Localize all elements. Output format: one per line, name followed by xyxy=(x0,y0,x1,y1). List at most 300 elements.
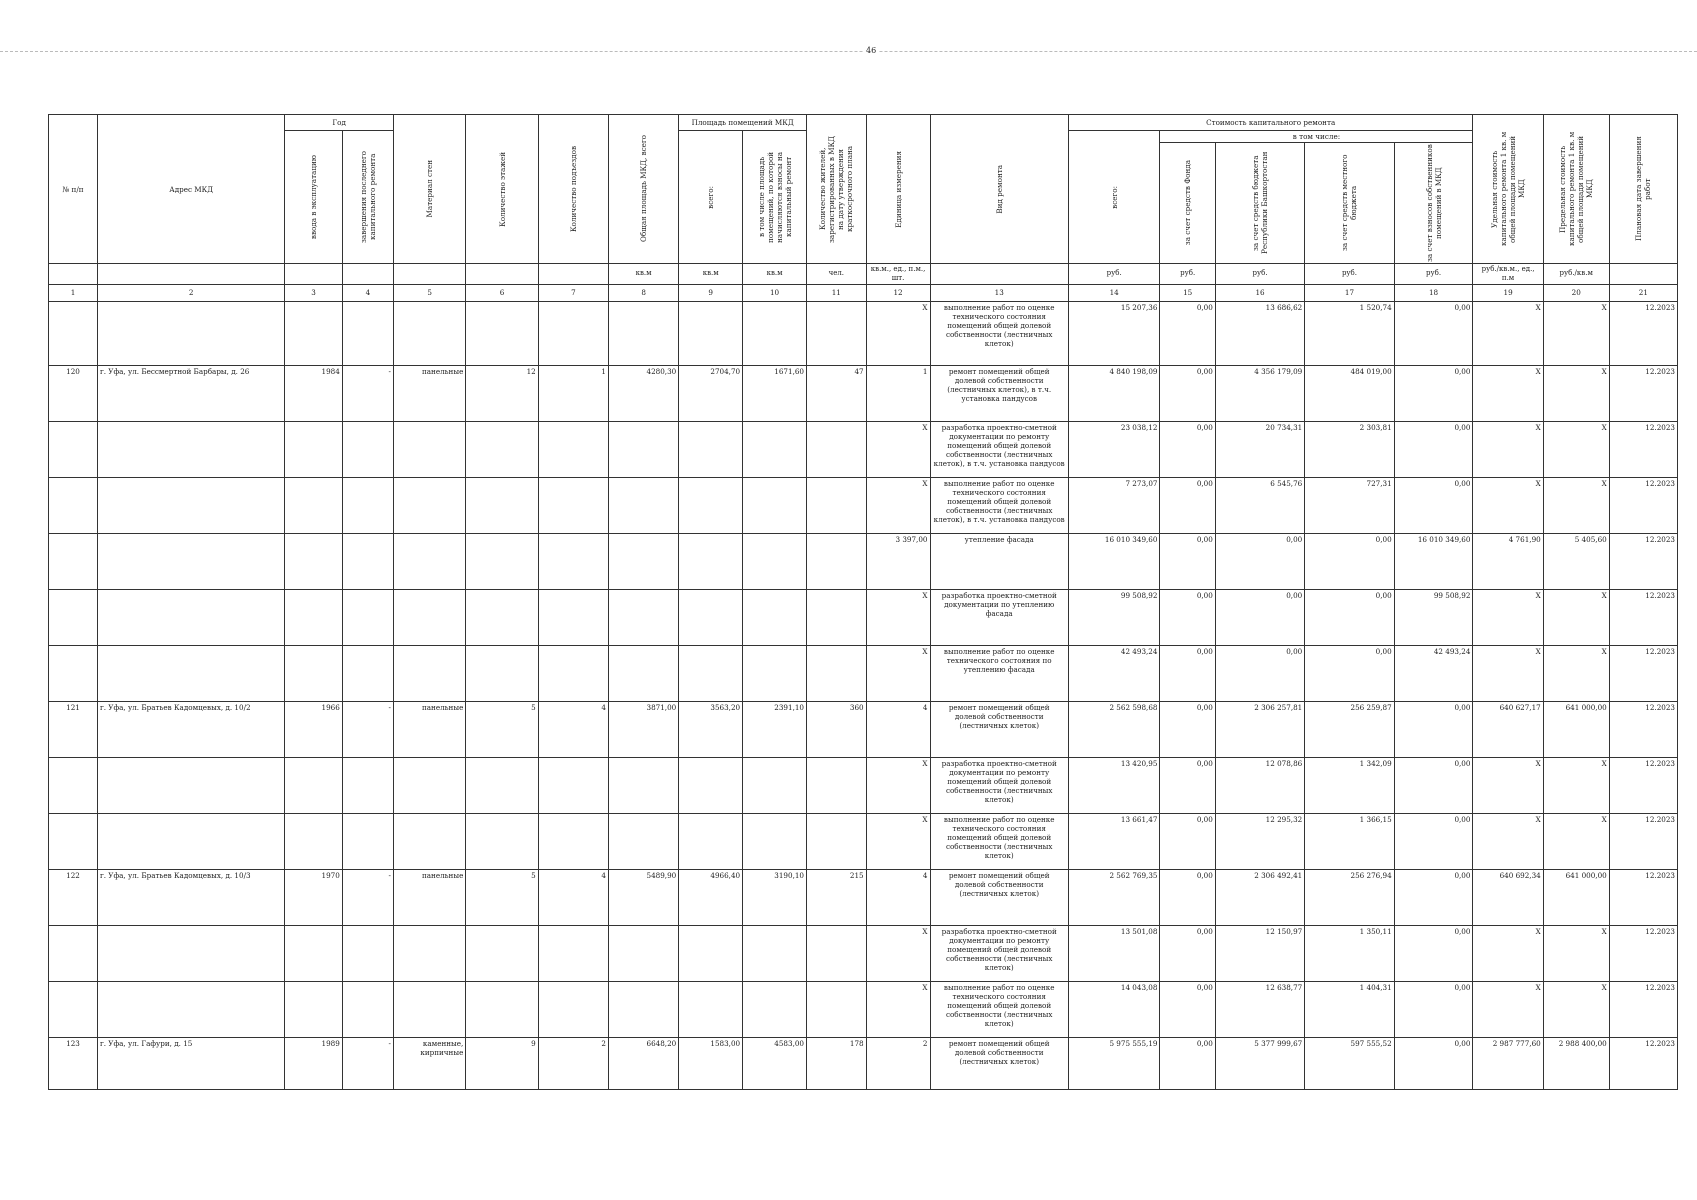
header-total-area: Общая площадь МКД, всего xyxy=(608,115,678,264)
table-row xyxy=(49,477,1678,533)
column-number-cell: 2 xyxy=(97,284,284,301)
cell-work: разработка проектно-сметной документации по утеплению фасада xyxy=(930,589,1068,645)
table-row xyxy=(49,981,1678,1037)
column-number-cell: 21 xyxy=(1609,284,1677,301)
cell-unit-cost: X xyxy=(1473,301,1543,365)
table-row xyxy=(49,533,1678,589)
cell-num xyxy=(49,477,98,533)
cell-num: 122 xyxy=(49,869,98,925)
cell-max-cost: X xyxy=(1543,589,1609,645)
cell-material xyxy=(393,925,465,981)
cell-prem-contrib xyxy=(743,981,807,1037)
cell-unit-cost: 2 987 777,60 xyxy=(1473,1037,1543,1089)
cell-total: 15 207,36 xyxy=(1068,301,1160,365)
cell-residents xyxy=(807,925,867,981)
unit-cell xyxy=(342,264,393,285)
cell-floors: 5 xyxy=(466,701,538,757)
cell-year1: 1989 xyxy=(285,1037,342,1089)
cell-local: 256 276,94 xyxy=(1305,869,1394,925)
cell-unit-cost: X xyxy=(1473,645,1543,701)
cell-deadline: 12.2023 xyxy=(1609,1037,1677,1089)
cell-local: 1 350,11 xyxy=(1305,925,1394,981)
cell-material: панельные xyxy=(393,701,465,757)
cell-republic: 0,00 xyxy=(1215,589,1304,645)
header-unit-cost: Удельная стоимость капитального ремонта 1 кв. м общей площади помещений МКД xyxy=(1473,115,1543,264)
column-number-cell: 7 xyxy=(538,284,608,301)
cell-material xyxy=(393,757,465,813)
cell-floors xyxy=(466,301,538,365)
cell-num xyxy=(49,589,98,645)
cell-work: ремонт помещений общей долевой собственности (лестничных клеток) xyxy=(930,701,1068,757)
cell-material xyxy=(393,301,465,365)
cell-entrances xyxy=(538,589,608,645)
table-body xyxy=(49,301,1678,1089)
cell-republic: 12 638,77 xyxy=(1215,981,1304,1037)
cell-residents: 215 xyxy=(807,869,867,925)
cell-total: 23 038,12 xyxy=(1068,421,1160,477)
cell-area xyxy=(608,421,678,477)
cell-residents xyxy=(807,533,867,589)
cell-owners: 0,00 xyxy=(1394,813,1473,869)
header-premises-contrib: в том числе площадь помещений, по которой начисляются взносы на капитальный ремонт xyxy=(743,131,807,264)
cell-work: разработка проектно-сметной документации по ремонту помещений общей долевой собственности (лестничных клеток), в т.ч. установка пандусов xyxy=(930,421,1068,477)
cell-address xyxy=(97,533,284,589)
cell-floors xyxy=(466,421,538,477)
cell-prem-contrib xyxy=(743,813,807,869)
cell-year2 xyxy=(342,589,393,645)
cell-entrances: 4 xyxy=(538,701,608,757)
cell-republic: 5 377 999,67 xyxy=(1215,1037,1304,1089)
cell-year1 xyxy=(285,981,342,1037)
column-number-cell: 17 xyxy=(1305,284,1394,301)
cell-total: 2 562 769,35 xyxy=(1068,869,1160,925)
unit-cell: руб. xyxy=(1215,264,1304,285)
cell-unit: X xyxy=(866,301,930,365)
cell-prem-contrib: 2391,10 xyxy=(743,701,807,757)
cell-area xyxy=(608,301,678,365)
table-row xyxy=(49,813,1678,869)
cell-year2: - xyxy=(342,701,393,757)
table-header xyxy=(49,115,1678,302)
cell-max-cost: 641 000,00 xyxy=(1543,701,1609,757)
cell-prem-contrib xyxy=(743,477,807,533)
cell-total: 42 493,24 xyxy=(1068,645,1160,701)
cell-floors xyxy=(466,925,538,981)
cell-residents xyxy=(807,477,867,533)
cell-entrances: 2 xyxy=(538,1037,608,1089)
column-number-cell: 9 xyxy=(679,284,743,301)
cell-fund: 0,00 xyxy=(1160,589,1215,645)
cell-year1 xyxy=(285,421,342,477)
units-row xyxy=(49,264,1678,285)
cell-entrances xyxy=(538,301,608,365)
header-address: Адрес МКД xyxy=(97,115,284,264)
cell-address xyxy=(97,301,284,365)
cell-deadline: 12.2023 xyxy=(1609,589,1677,645)
cell-unit-cost: X xyxy=(1473,981,1543,1037)
cell-floors: 9 xyxy=(466,1037,538,1089)
unit-cell: руб. xyxy=(1305,264,1394,285)
cell-prem-total xyxy=(679,757,743,813)
cell-address xyxy=(97,813,284,869)
cell-unit-cost: X xyxy=(1473,421,1543,477)
cell-prem-total xyxy=(679,533,743,589)
cell-deadline: 12.2023 xyxy=(1609,981,1677,1037)
cell-max-cost: 641 000,00 xyxy=(1543,869,1609,925)
cell-fund: 0,00 xyxy=(1160,925,1215,981)
unit-cell: кв.м xyxy=(608,264,678,285)
cell-republic: 12 078,86 xyxy=(1215,757,1304,813)
cell-total: 13 420,95 xyxy=(1068,757,1160,813)
table-row xyxy=(49,301,1678,365)
cell-deadline: 12.2023 xyxy=(1609,869,1677,925)
cell-owners: 0,00 xyxy=(1394,365,1473,421)
header-num: № п/п xyxy=(49,115,98,264)
unit-cell: руб./кв.м., ед., п.м xyxy=(1473,264,1543,285)
cell-total: 5 975 555,19 xyxy=(1068,1037,1160,1089)
cell-year2 xyxy=(342,421,393,477)
cell-owners: 0,00 xyxy=(1394,301,1473,365)
header-residents: Количество жителей, зарегистрированных в МКД на дату утверждения краткосрочного плана xyxy=(807,115,867,264)
cell-prem-total xyxy=(679,813,743,869)
cell-work: выполнение работ по оценке технического состояния помещений общей долевой собственности (лестничных клеток) xyxy=(930,813,1068,869)
table-row xyxy=(49,701,1678,757)
cell-floors xyxy=(466,757,538,813)
cell-local: 1 342,09 xyxy=(1305,757,1394,813)
cell-year1 xyxy=(285,533,342,589)
cell-entrances xyxy=(538,533,608,589)
cell-owners: 0,00 xyxy=(1394,757,1473,813)
cell-residents xyxy=(807,589,867,645)
cell-num xyxy=(49,421,98,477)
unit-cell xyxy=(393,264,465,285)
cell-year1: 1984 xyxy=(285,365,342,421)
cell-republic: 6 545,76 xyxy=(1215,477,1304,533)
unit-cell xyxy=(1609,264,1677,285)
cell-residents xyxy=(807,645,867,701)
cell-entrances xyxy=(538,925,608,981)
cell-num xyxy=(49,981,98,1037)
table-row xyxy=(49,645,1678,701)
cell-year1 xyxy=(285,925,342,981)
cell-work: ремонт помещений общей долевой собственности (лестничных клеток), в т.ч. установка пандусов xyxy=(930,365,1068,421)
cell-floors xyxy=(466,589,538,645)
cell-unit: 4 xyxy=(866,869,930,925)
cell-unit-cost: 640 627,17 xyxy=(1473,701,1543,757)
cell-address xyxy=(97,645,284,701)
cell-total: 99 508,92 xyxy=(1068,589,1160,645)
cell-unit: 3 397,00 xyxy=(866,533,930,589)
unit-cell: руб. xyxy=(1068,264,1160,285)
cell-prem-total xyxy=(679,589,743,645)
cell-material xyxy=(393,589,465,645)
cell-num xyxy=(49,813,98,869)
cell-year2 xyxy=(342,757,393,813)
unit-cell xyxy=(538,264,608,285)
cell-year1 xyxy=(285,645,342,701)
cell-work: выполнение работ по оценке технического состояния помещений общей долевой собственности (лестничных клеток), в т.ч. установка пандусов xyxy=(930,477,1068,533)
column-number-cell: 18 xyxy=(1394,284,1473,301)
unit-cell: кв.м., ед., п.м., шт. xyxy=(866,264,930,285)
header-wall-material: Материал стен xyxy=(393,115,465,264)
cell-address xyxy=(97,757,284,813)
cell-total: 14 043,08 xyxy=(1068,981,1160,1037)
cell-deadline: 12.2023 xyxy=(1609,477,1677,533)
header-floors: Количество этажей xyxy=(466,115,538,264)
cell-work: утепление фасада xyxy=(930,533,1068,589)
cell-unit: X xyxy=(866,757,930,813)
cell-prem-contrib: 1671,60 xyxy=(743,365,807,421)
header-premises-group: Площадь помещений МКД xyxy=(679,115,807,131)
cell-prem-total xyxy=(679,645,743,701)
cell-work: разработка проектно-сметной документации по ремонту помещений общей долевой собственности (лестничных клеток) xyxy=(930,757,1068,813)
cell-local: 1 404,31 xyxy=(1305,981,1394,1037)
cell-fund: 0,00 xyxy=(1160,533,1215,589)
unit-cell xyxy=(97,264,284,285)
cell-year2 xyxy=(342,301,393,365)
cell-year2 xyxy=(342,477,393,533)
unit-cell xyxy=(466,264,538,285)
cell-material xyxy=(393,421,465,477)
cell-deadline: 12.2023 xyxy=(1609,301,1677,365)
header-year-group: Год xyxy=(285,115,394,131)
cell-max-cost: X xyxy=(1543,925,1609,981)
cell-prem-total: 2704,70 xyxy=(679,365,743,421)
cell-area: 4280,30 xyxy=(608,365,678,421)
cell-residents: 47 xyxy=(807,365,867,421)
cell-prem-contrib xyxy=(743,589,807,645)
column-number-cell: 1 xyxy=(49,284,98,301)
unit-cell xyxy=(930,264,1068,285)
cell-material: панельные xyxy=(393,365,465,421)
cell-num xyxy=(49,301,98,365)
cell-floors xyxy=(466,477,538,533)
cell-material: каменные, кирпичные xyxy=(393,1037,465,1089)
cell-material xyxy=(393,477,465,533)
column-number-cell: 16 xyxy=(1215,284,1304,301)
cell-prem-total: 3563,20 xyxy=(679,701,743,757)
cell-work: выполнение работ по оценке технического состояния помещений общей долевой собственности (лестничных клеток) xyxy=(930,301,1068,365)
cell-prem-total xyxy=(679,477,743,533)
cell-area xyxy=(608,477,678,533)
cell-fund: 0,00 xyxy=(1160,757,1215,813)
cell-fund: 0,00 xyxy=(1160,421,1215,477)
cell-residents xyxy=(807,301,867,365)
cell-fund: 0,00 xyxy=(1160,869,1215,925)
cell-floors xyxy=(466,645,538,701)
header-premises-total: всего: xyxy=(679,131,743,264)
cell-owners: 0,00 xyxy=(1394,1037,1473,1089)
cell-max-cost: X xyxy=(1543,365,1609,421)
cell-unit: X xyxy=(866,813,930,869)
page-top-rule xyxy=(0,51,1697,52)
cell-entrances xyxy=(538,813,608,869)
cell-address: г. Уфа, ул. Гафури, д. 15 xyxy=(97,1037,284,1089)
header-year-last-repair: завершения последнего капитального ремонта xyxy=(342,131,393,264)
cell-prem-contrib xyxy=(743,301,807,365)
cell-deadline: 12.2023 xyxy=(1609,421,1677,477)
cell-fund: 0,00 xyxy=(1160,701,1215,757)
cell-owners: 0,00 xyxy=(1394,477,1473,533)
header-unit: Единица измерения xyxy=(866,115,930,264)
cell-year2: - xyxy=(342,365,393,421)
cell-year2 xyxy=(342,925,393,981)
cell-address: г. Уфа, ул. Братьев Кадомцевых, д. 10/3 xyxy=(97,869,284,925)
column-number-cell: 6 xyxy=(466,284,538,301)
cell-area xyxy=(608,757,678,813)
header-entrances: Количество подъездов xyxy=(538,115,608,264)
cell-total: 16 010 349,60 xyxy=(1068,533,1160,589)
unit-cell xyxy=(285,264,342,285)
cell-fund: 0,00 xyxy=(1160,981,1215,1037)
table-row xyxy=(49,1037,1678,1089)
cell-republic: 0,00 xyxy=(1215,645,1304,701)
cell-unit-cost: 4 761,90 xyxy=(1473,533,1543,589)
cell-num: 120 xyxy=(49,365,98,421)
cell-year2 xyxy=(342,645,393,701)
table-row xyxy=(49,757,1678,813)
cell-num xyxy=(49,757,98,813)
cell-local: 1 366,15 xyxy=(1305,813,1394,869)
cell-fund: 0,00 xyxy=(1160,301,1215,365)
cell-max-cost: 2 988 400,00 xyxy=(1543,1037,1609,1089)
cell-entrances: 4 xyxy=(538,869,608,925)
repair-plan-table xyxy=(48,114,1678,1090)
cell-owners: 0,00 xyxy=(1394,981,1473,1037)
cell-year2: - xyxy=(342,869,393,925)
cell-total: 4 840 198,09 xyxy=(1068,365,1160,421)
page-number: 46 xyxy=(866,46,877,55)
cell-local: 597 555,52 xyxy=(1305,1037,1394,1089)
cell-prem-contrib: 3190,10 xyxy=(743,869,807,925)
cell-fund: 0,00 xyxy=(1160,645,1215,701)
cell-area xyxy=(608,533,678,589)
cell-unit-cost: X xyxy=(1473,589,1543,645)
column-number-cell: 4 xyxy=(342,284,393,301)
cell-prem-contrib xyxy=(743,645,807,701)
cell-unit-cost: X xyxy=(1473,925,1543,981)
cell-entrances xyxy=(538,757,608,813)
cell-year1 xyxy=(285,757,342,813)
cell-floors xyxy=(466,813,538,869)
cell-address xyxy=(97,925,284,981)
repair-plan-sheet xyxy=(48,114,1678,1090)
cell-area: 5489,90 xyxy=(608,869,678,925)
cell-unit-cost: X xyxy=(1473,813,1543,869)
table-row xyxy=(49,925,1678,981)
cell-unit-cost: X xyxy=(1473,757,1543,813)
cell-fund: 0,00 xyxy=(1160,365,1215,421)
cell-unit: 1 xyxy=(866,365,930,421)
cell-address xyxy=(97,589,284,645)
column-number-cell: 3 xyxy=(285,284,342,301)
cell-unit: X xyxy=(866,981,930,1037)
cell-max-cost: X xyxy=(1543,981,1609,1037)
table-row xyxy=(49,589,1678,645)
cell-unit: 4 xyxy=(866,701,930,757)
unit-cell: кв.м xyxy=(743,264,807,285)
column-number-cell: 10 xyxy=(743,284,807,301)
column-number-cell: 5 xyxy=(393,284,465,301)
header-cost-republic: за счет средств бюджета Республики Башкортостан xyxy=(1215,143,1304,264)
cell-entrances xyxy=(538,421,608,477)
cell-year1 xyxy=(285,301,342,365)
cell-deadline: 12.2023 xyxy=(1609,757,1677,813)
cell-unit-cost: X xyxy=(1473,365,1543,421)
cell-area xyxy=(608,813,678,869)
cell-prem-total xyxy=(679,301,743,365)
cell-work: ремонт помещений общей долевой собственности (лестничных клеток) xyxy=(930,1037,1068,1089)
cell-prem-total xyxy=(679,981,743,1037)
cell-local: 0,00 xyxy=(1305,533,1394,589)
cell-republic: 12 295,32 xyxy=(1215,813,1304,869)
cell-residents xyxy=(807,757,867,813)
cell-prem-contrib xyxy=(743,533,807,589)
cell-floors xyxy=(466,981,538,1037)
cell-owners: 0,00 xyxy=(1394,869,1473,925)
header-cost-group: Стоимость капитального ремонта xyxy=(1068,115,1473,131)
cell-year1: 1970 xyxy=(285,869,342,925)
cell-local: 727,31 xyxy=(1305,477,1394,533)
cell-residents xyxy=(807,981,867,1037)
header-work-type: Вид ремонта xyxy=(930,115,1068,264)
cell-floors: 5 xyxy=(466,869,538,925)
cell-owners: 0,00 xyxy=(1394,925,1473,981)
header-cost-fund: за счет средств Фонда xyxy=(1160,143,1215,264)
unit-cell xyxy=(49,264,98,285)
unit-cell: руб. xyxy=(1394,264,1473,285)
cell-deadline: 12.2023 xyxy=(1609,365,1677,421)
cell-prem-total: 1583,00 xyxy=(679,1037,743,1089)
cell-deadline: 12.2023 xyxy=(1609,533,1677,589)
table-row xyxy=(49,869,1678,925)
unit-cell: руб. xyxy=(1160,264,1215,285)
unit-cell: кв.м xyxy=(679,264,743,285)
cell-total: 13 501,08 xyxy=(1068,925,1160,981)
cell-owners: 42 493,24 xyxy=(1394,645,1473,701)
cell-republic: 0,00 xyxy=(1215,533,1304,589)
column-numbers-row xyxy=(49,284,1678,301)
cell-owners: 16 010 349,60 xyxy=(1394,533,1473,589)
cell-total: 2 562 598,68 xyxy=(1068,701,1160,757)
cell-area xyxy=(608,925,678,981)
cell-unit: X xyxy=(866,421,930,477)
cell-entrances xyxy=(538,981,608,1037)
unit-cell: чел. xyxy=(807,264,867,285)
unit-cell: руб./кв.м xyxy=(1543,264,1609,285)
cell-year1 xyxy=(285,477,342,533)
cell-material xyxy=(393,813,465,869)
cell-area: 6648,20 xyxy=(608,1037,678,1089)
cell-max-cost: X xyxy=(1543,645,1609,701)
cell-entrances xyxy=(538,477,608,533)
column-number-cell: 15 xyxy=(1160,284,1215,301)
cell-republic: 20 734,31 xyxy=(1215,421,1304,477)
cell-max-cost: X xyxy=(1543,301,1609,365)
cell-prem-contrib: 4583,00 xyxy=(743,1037,807,1089)
cell-residents: 178 xyxy=(807,1037,867,1089)
cell-entrances xyxy=(538,645,608,701)
cell-address xyxy=(97,477,284,533)
header-deadline: Плановая дата завершения работ xyxy=(1609,115,1677,264)
header-max-cost: Предельная стоимость капитального ремонта 1 кв. м общей площади помещений МКД xyxy=(1543,115,1609,264)
cell-material xyxy=(393,533,465,589)
cell-year2 xyxy=(342,533,393,589)
cell-deadline: 12.2023 xyxy=(1609,813,1677,869)
table-row xyxy=(49,365,1678,421)
cell-material xyxy=(393,645,465,701)
column-number-cell: 19 xyxy=(1473,284,1543,301)
